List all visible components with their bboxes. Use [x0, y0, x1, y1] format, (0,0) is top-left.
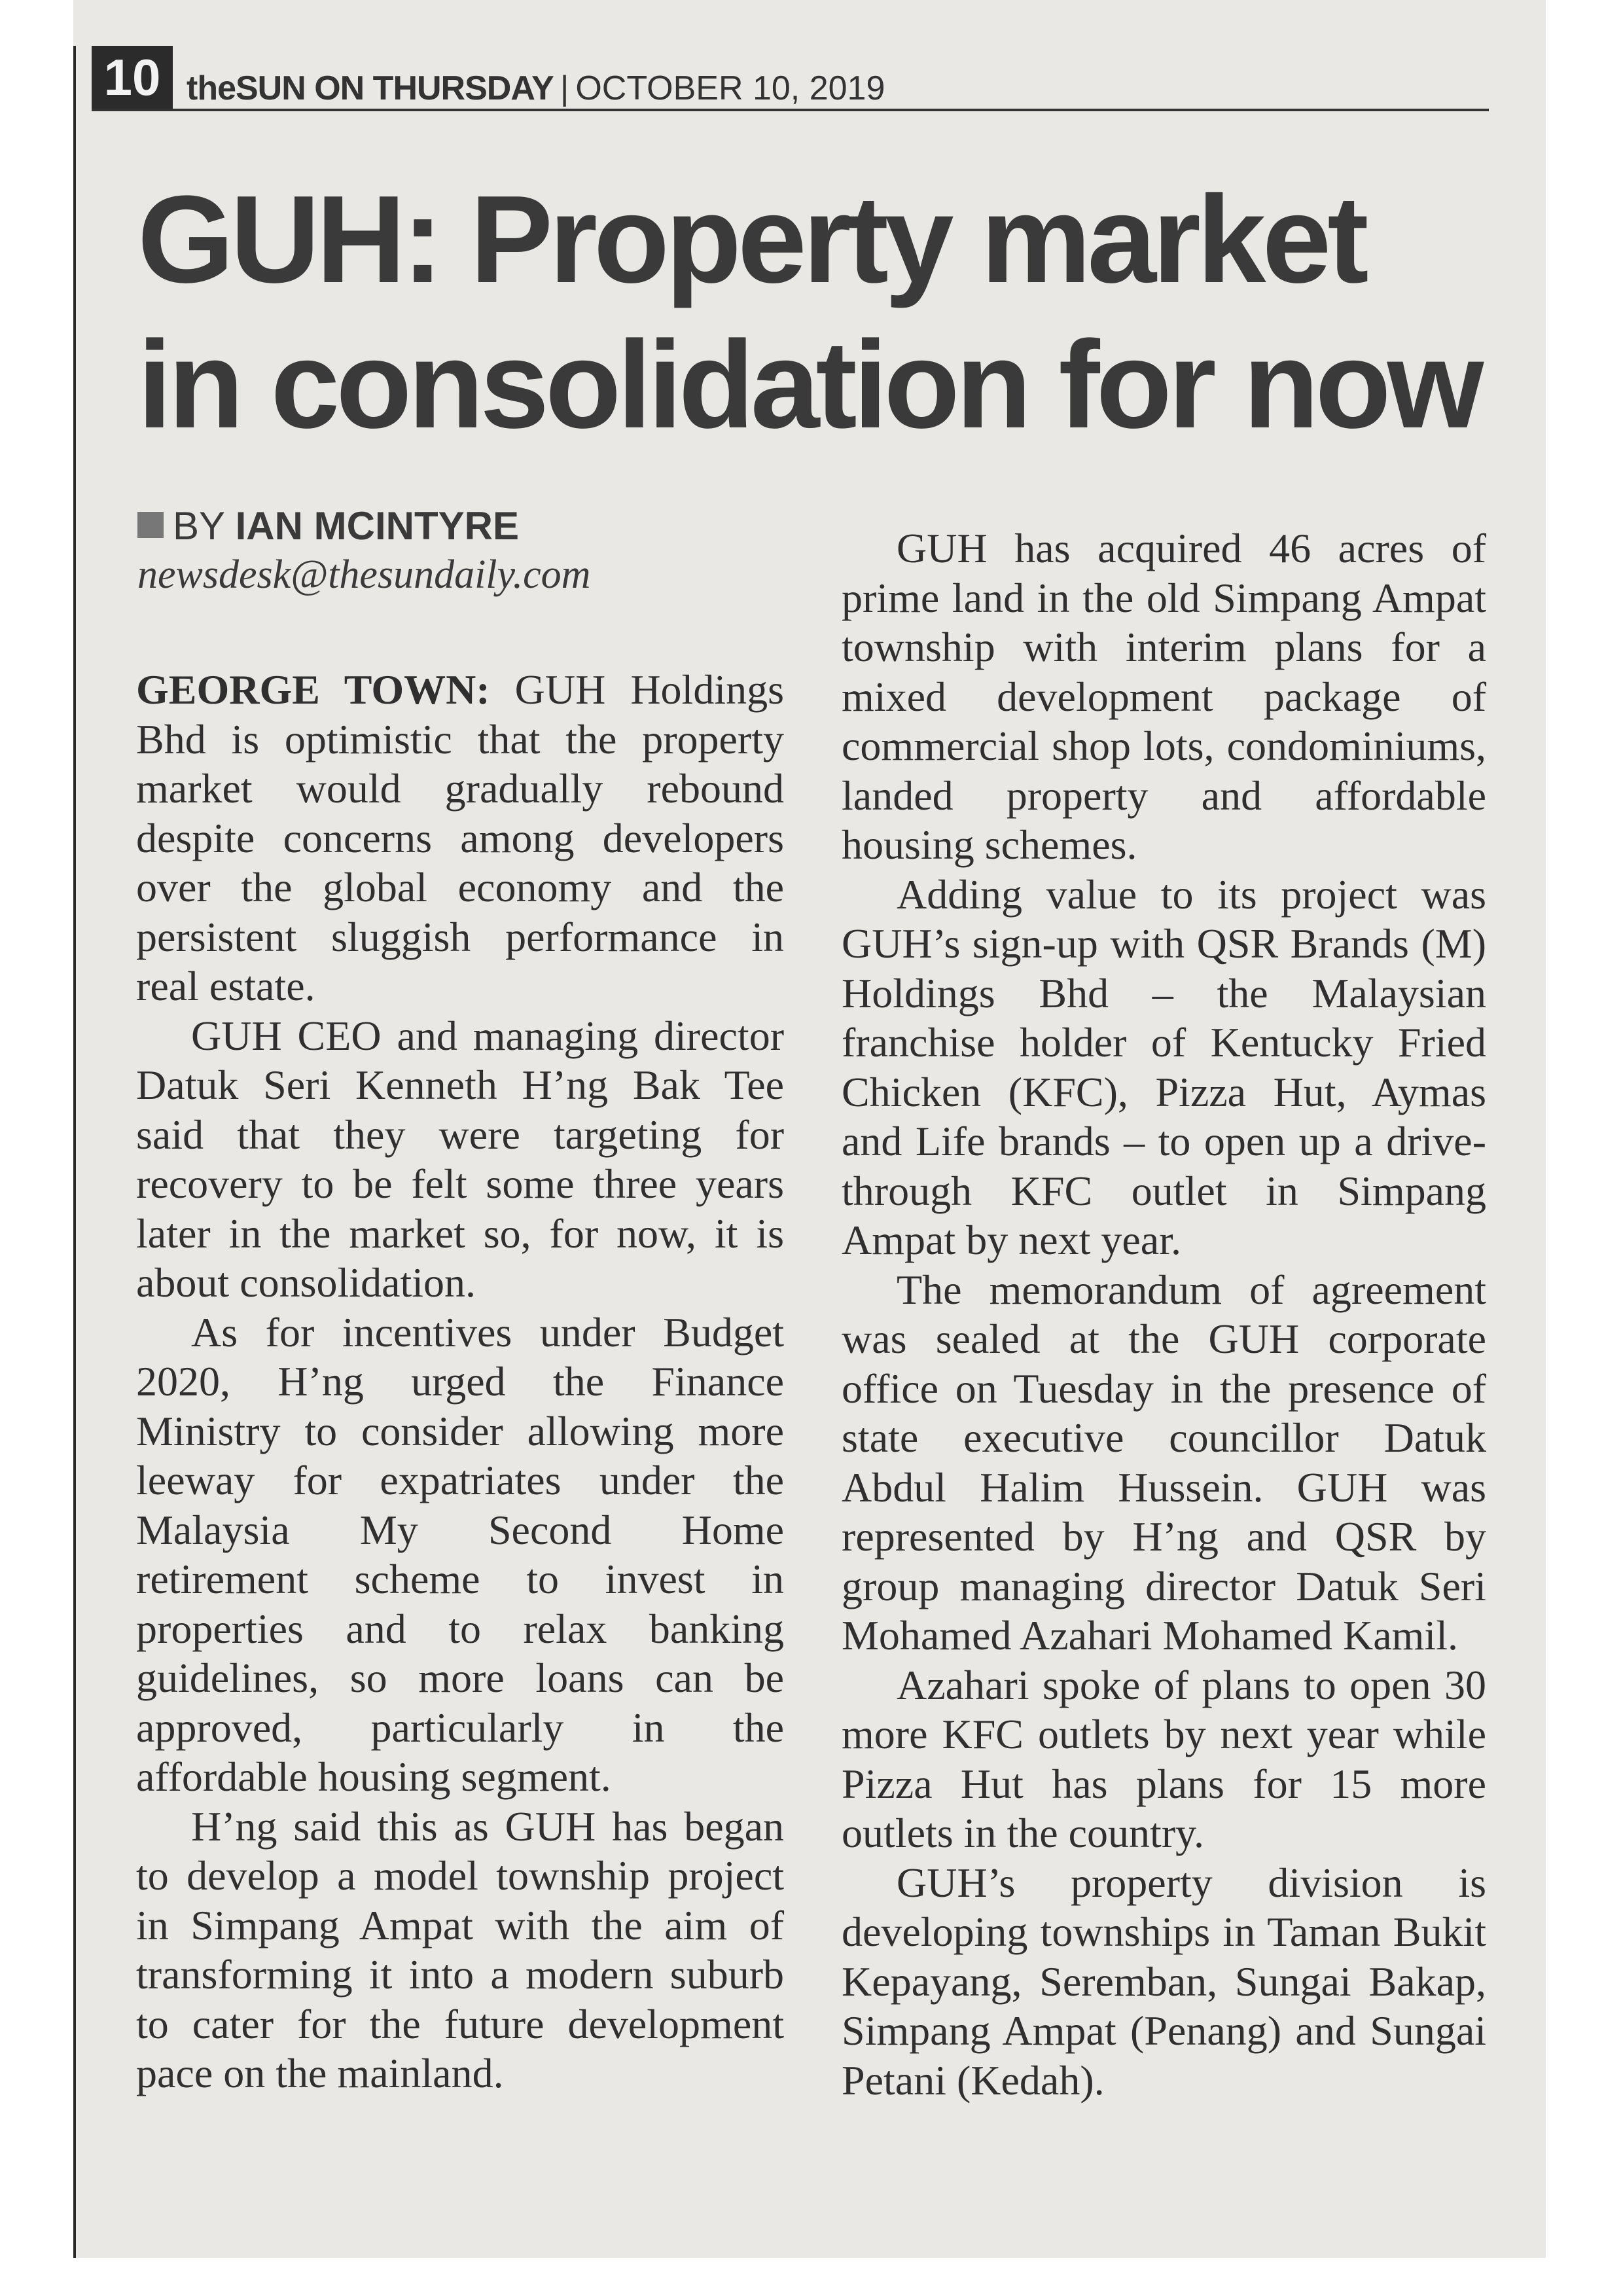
article-column-1	[136, 665, 784, 2098]
byline-prefix: BY	[173, 504, 224, 548]
page-number: 10	[92, 46, 173, 109]
headline-line-2: in consolidation for now	[137, 315, 1480, 454]
author-email: newsdesk@thesundaily.com	[137, 552, 591, 597]
article-column-2	[842, 524, 1486, 2105]
article-paragraph: Adding value to its project was GUH’s sign-up with QSR Brands (M) Holdings Bhd – the Malaysian franchise holder of Kentucky Fried Chicken (KFC), Pizza Hut, Aymas and Life brands – to open up a drive-through KFC outlet in Simpang Ampat by next year.	[842, 870, 1486, 1263]
newspaper-name: theSUN ON THURSDAY	[187, 69, 554, 107]
page-edge-rule	[73, 46, 76, 2258]
article-paragraph: GEORGE TOWN: GUH Holdings Bhd is optimistic that the property market would gradually rebound despite concerns among developers over the global economy and the persistent sluggish performance in real estate.	[136, 666, 785, 1009]
masthead	[187, 65, 885, 111]
article-paragraph: Azahari spoke of plans to open 30 more KFC outlets by next year while Pizza Hut has plans for 15 more outlets in the country.	[842, 1661, 1486, 1856]
article-paragraph: As for incentives under Budget 2020, H’ng urged the Finance Ministry to consider allowing more leeway for expatriates under the Malaysia My Second Home retirement scheme to invest in properties and to relax banking guidelines, so more loans can be approved, particularly in the affordable housing segment.	[136, 1308, 784, 1800]
byline-square-icon	[137, 512, 164, 538]
issue-date: OCTOBER 10, 2019	[575, 69, 885, 107]
masthead-rule	[92, 109, 1489, 111]
author-name: IAN MCINTYRE	[235, 504, 519, 548]
article-paragraph: GUH’s property division is developing townships in Taman Bukit Kepayang, Seremban, Sungai Bakap, Simpang Ampat (Penang) and Sungai Petani (Kedah).	[842, 1859, 1486, 2104]
article-paragraph: GUH has acquired 46 acres of prime land in the old Simpang Ampat township with interim plans for a mixed development package of commercial shop lots, condominiums, landed property and affordable housing schemes.	[842, 525, 1486, 868]
article-paragraph: The memorandum of agreement was sealed at the GUH corporate office on Tuesday in the presence of state executive councillor Datuk Abdul Halim Hussein. GUH was represented by H’ng and QSR by group managing director Datuk Seri Mohamed Azahari Mohamed Kamil.	[842, 1266, 1486, 1659]
headline-line-1: GUH: Property market	[137, 170, 1365, 309]
masthead-separator: |	[560, 69, 569, 107]
article-paragraph: H’ng said this as GUH has began to develop a model township project in Simpang Ampat with the aim of transforming it into a modern suburb to cater for the future development pace on the mainland.	[136, 1803, 784, 2096]
article-paragraph: GUH CEO and managing director Datuk Seri Kenneth H’ng Bak Tee said that they were targeting for recovery to be felt some three years later in the market so, for now, it is about consolidation.	[136, 1012, 784, 1306]
headline	[137, 167, 1499, 457]
byline	[137, 503, 519, 550]
dateline: GEORGE TOWN:	[136, 666, 490, 713]
